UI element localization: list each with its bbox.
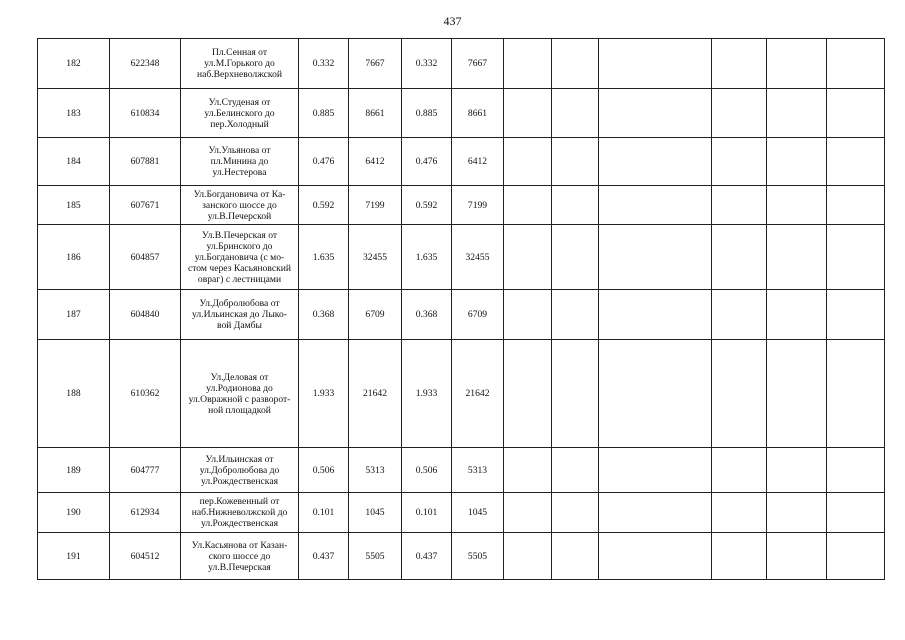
area-cell: 5313 (349, 448, 402, 493)
table-row (38, 138, 885, 186)
empty-cell (504, 340, 552, 448)
empty-cell (827, 225, 885, 290)
area-cell: 32455 (452, 225, 504, 290)
empty-cell (767, 89, 827, 138)
area-cell: 6709 (452, 290, 504, 340)
area-cell: 21642 (349, 340, 402, 448)
length-km-cell: 0.506 (402, 448, 452, 493)
road-code-cell: 622348 (110, 39, 181, 89)
row-number-cell: 185 (38, 186, 110, 225)
road-code-cell: 604512 (110, 533, 181, 580)
empty-cell (552, 39, 599, 89)
length-km-cell: 0.437 (299, 533, 349, 580)
empty-cell (712, 39, 767, 89)
empty-cell (552, 138, 599, 186)
empty-cell (504, 89, 552, 138)
table-row (38, 186, 885, 225)
area-cell: 6412 (452, 138, 504, 186)
road-name-cell (181, 89, 299, 138)
table-row (38, 290, 885, 340)
road-name-line: ул.Рождественская (201, 518, 278, 529)
table-row (38, 493, 885, 533)
empty-cell (712, 493, 767, 533)
length-km-cell: 0.368 (299, 290, 349, 340)
empty-cell (552, 493, 599, 533)
empty-cell (827, 138, 885, 186)
length-km-cell: 0.506 (299, 448, 349, 493)
empty-cell (827, 533, 885, 580)
road-name-line: Ул.Ильинская от (205, 453, 274, 465)
empty-cell (504, 186, 552, 225)
road-code-cell: 604840 (110, 290, 181, 340)
road-name-line: ул.Белинского до (204, 107, 275, 119)
road-name-line: пер.Холодный (210, 118, 269, 130)
row-number-cell: 186 (38, 225, 110, 290)
row-number-cell: 191 (38, 533, 110, 580)
empty-cell (827, 89, 885, 138)
empty-cell (712, 533, 767, 580)
length-km-cell: 0.332 (402, 39, 452, 89)
empty-cell (827, 340, 885, 448)
row-number-cell: 188 (38, 340, 110, 448)
area-cell: 21642 (452, 340, 504, 448)
area-cell: 6412 (349, 138, 402, 186)
empty-cell (599, 39, 712, 89)
road-registry-table (37, 38, 885, 580)
empty-cell (767, 290, 827, 340)
empty-cell (599, 533, 712, 580)
road-name-line: ул.М.Горького до (204, 58, 275, 69)
road-name-cell (181, 533, 299, 580)
road-name-line: Ул.В.Печерская от (201, 229, 278, 241)
empty-cell (827, 493, 885, 533)
length-km-cell: 0.332 (299, 39, 349, 89)
length-km-cell: 0.476 (402, 138, 452, 186)
empty-cell (599, 493, 712, 533)
length-km-cell: 1.635 (402, 225, 452, 290)
road-name-line: Пл.Сенная от (211, 47, 268, 58)
road-name-line: наб.Верхневолжской (196, 69, 283, 80)
empty-cell (552, 89, 599, 138)
road-name-cell (181, 493, 299, 533)
row-number-cell: 182 (38, 39, 110, 89)
table-row (38, 89, 885, 138)
empty-cell (552, 448, 599, 493)
road-name-line: стом через Касьяновский (187, 262, 292, 274)
area-cell: 5313 (452, 448, 504, 493)
road-name-line: Ул.Деловая от (210, 371, 269, 383)
area-cell: 6709 (349, 290, 402, 340)
road-name-line: ул.В.Печерская (208, 561, 271, 573)
area-cell: 5505 (452, 533, 504, 580)
area-cell: 7667 (452, 39, 504, 89)
table-body (38, 39, 885, 580)
length-km-cell: 0.885 (402, 89, 452, 138)
page-number: 437 (443, 14, 462, 28)
area-cell: 1045 (349, 493, 402, 533)
length-km-cell: 0.592 (299, 186, 349, 225)
road-name-line: ул.Добролюбова до (199, 464, 280, 476)
area-cell: 8661 (452, 89, 504, 138)
road-name-cell (181, 138, 299, 186)
length-km-cell: 0.101 (299, 493, 349, 533)
road-name-line: Ул.Добролюбова от (199, 298, 280, 309)
road-name-cell (181, 290, 299, 340)
road-code-cell: 604857 (110, 225, 181, 290)
empty-cell (767, 493, 827, 533)
empty-cell (827, 448, 885, 493)
road-name-line: Ул.Богдановича от Ка- (193, 188, 286, 200)
empty-cell (599, 138, 712, 186)
road-name-line: ул.Бринского до (206, 240, 273, 252)
table-row (38, 533, 885, 580)
row-number-cell: 183 (38, 89, 110, 138)
empty-cell (599, 448, 712, 493)
area-cell: 7199 (349, 186, 402, 225)
road-name-line: Ул.Ульянова от (208, 145, 271, 156)
empty-cell (767, 340, 827, 448)
empty-cell (767, 533, 827, 580)
road-name-cell (181, 186, 299, 225)
road-name-line: ной площадкой (208, 404, 271, 416)
area-cell: 5505 (349, 533, 402, 580)
empty-cell (504, 448, 552, 493)
road-code-cell: 610362 (110, 340, 181, 448)
length-km-cell: 0.437 (402, 533, 452, 580)
road-code-cell: 607881 (110, 138, 181, 186)
road-name-line: ул.Ильинская до Лыко- (192, 309, 287, 320)
area-cell: 8661 (349, 89, 402, 138)
empty-cell (599, 340, 712, 448)
empty-cell (712, 448, 767, 493)
row-number-cell: 189 (38, 448, 110, 493)
length-km-cell: 0.368 (402, 290, 452, 340)
empty-cell (599, 225, 712, 290)
row-number-cell: 187 (38, 290, 110, 340)
length-km-cell: 1.635 (299, 225, 349, 290)
empty-cell (712, 186, 767, 225)
empty-cell (767, 448, 827, 493)
length-km-cell: 0.885 (299, 89, 349, 138)
table-row (38, 448, 885, 493)
empty-cell (504, 225, 552, 290)
empty-cell (767, 39, 827, 89)
empty-cell (552, 225, 599, 290)
road-code-cell: 604777 (110, 448, 181, 493)
empty-cell (504, 39, 552, 89)
empty-cell (712, 225, 767, 290)
road-name-line: вой Дамбы (217, 320, 262, 331)
length-km-cell: 0.592 (402, 186, 452, 225)
length-km-cell: 0.476 (299, 138, 349, 186)
empty-cell (552, 340, 599, 448)
length-km-cell: 1.933 (402, 340, 452, 448)
empty-cell (504, 138, 552, 186)
road-name-line: ул.Родионова до (206, 382, 273, 394)
road-name-line: наб.Нижневолжской до (191, 507, 288, 518)
road-code-cell: 607671 (110, 186, 181, 225)
road-code-cell: 612934 (110, 493, 181, 533)
road-name-line: ул.Нестерова (212, 167, 267, 178)
empty-cell (827, 186, 885, 225)
empty-cell (504, 533, 552, 580)
empty-cell (599, 290, 712, 340)
road-name-cell (181, 448, 299, 493)
empty-cell (767, 225, 827, 290)
length-km-cell: 1.933 (299, 340, 349, 448)
road-name-line: пер.Кожевенный от (199, 496, 280, 507)
empty-cell (552, 533, 599, 580)
empty-cell (712, 89, 767, 138)
road-name-line: пл.Минина до (210, 156, 269, 167)
empty-cell (712, 290, 767, 340)
road-name-line: Ул.Студеная от (208, 96, 271, 108)
row-number-cell: 184 (38, 138, 110, 186)
empty-cell (504, 493, 552, 533)
empty-cell (552, 186, 599, 225)
road-name-line: ул.В.Печерской (207, 210, 272, 222)
road-name-cell (181, 39, 299, 89)
empty-cell (599, 89, 712, 138)
road-name-line: занского шоссе до (202, 199, 277, 211)
area-cell: 7199 (452, 186, 504, 225)
area-cell: 7667 (349, 39, 402, 89)
table-row (38, 225, 885, 290)
road-name-line: ул.Рождественская (201, 475, 278, 487)
empty-cell (712, 138, 767, 186)
road-code-cell: 610834 (110, 89, 181, 138)
road-name-line: Ул.Касьянова от Казан- (191, 539, 288, 551)
empty-cell (767, 186, 827, 225)
table-row (38, 39, 885, 89)
empty-cell (712, 340, 767, 448)
empty-cell (552, 290, 599, 340)
empty-cell (827, 290, 885, 340)
road-name-cell (181, 225, 299, 290)
empty-cell (599, 186, 712, 225)
road-name-line: овраг) с лестницами (197, 273, 282, 285)
road-name-line: ул.Овражной с разворот- (188, 393, 291, 405)
empty-cell (504, 290, 552, 340)
road-name-cell (181, 340, 299, 448)
road-name-line: ского шоссе до (208, 550, 271, 562)
empty-cell (767, 138, 827, 186)
area-cell: 32455 (349, 225, 402, 290)
row-number-cell: 190 (38, 493, 110, 533)
length-km-cell: 0.101 (402, 493, 452, 533)
road-name-line: ул.Богдановича (с мо- (194, 251, 285, 263)
table-row (38, 340, 885, 448)
empty-cell (827, 39, 885, 89)
area-cell: 1045 (452, 493, 504, 533)
